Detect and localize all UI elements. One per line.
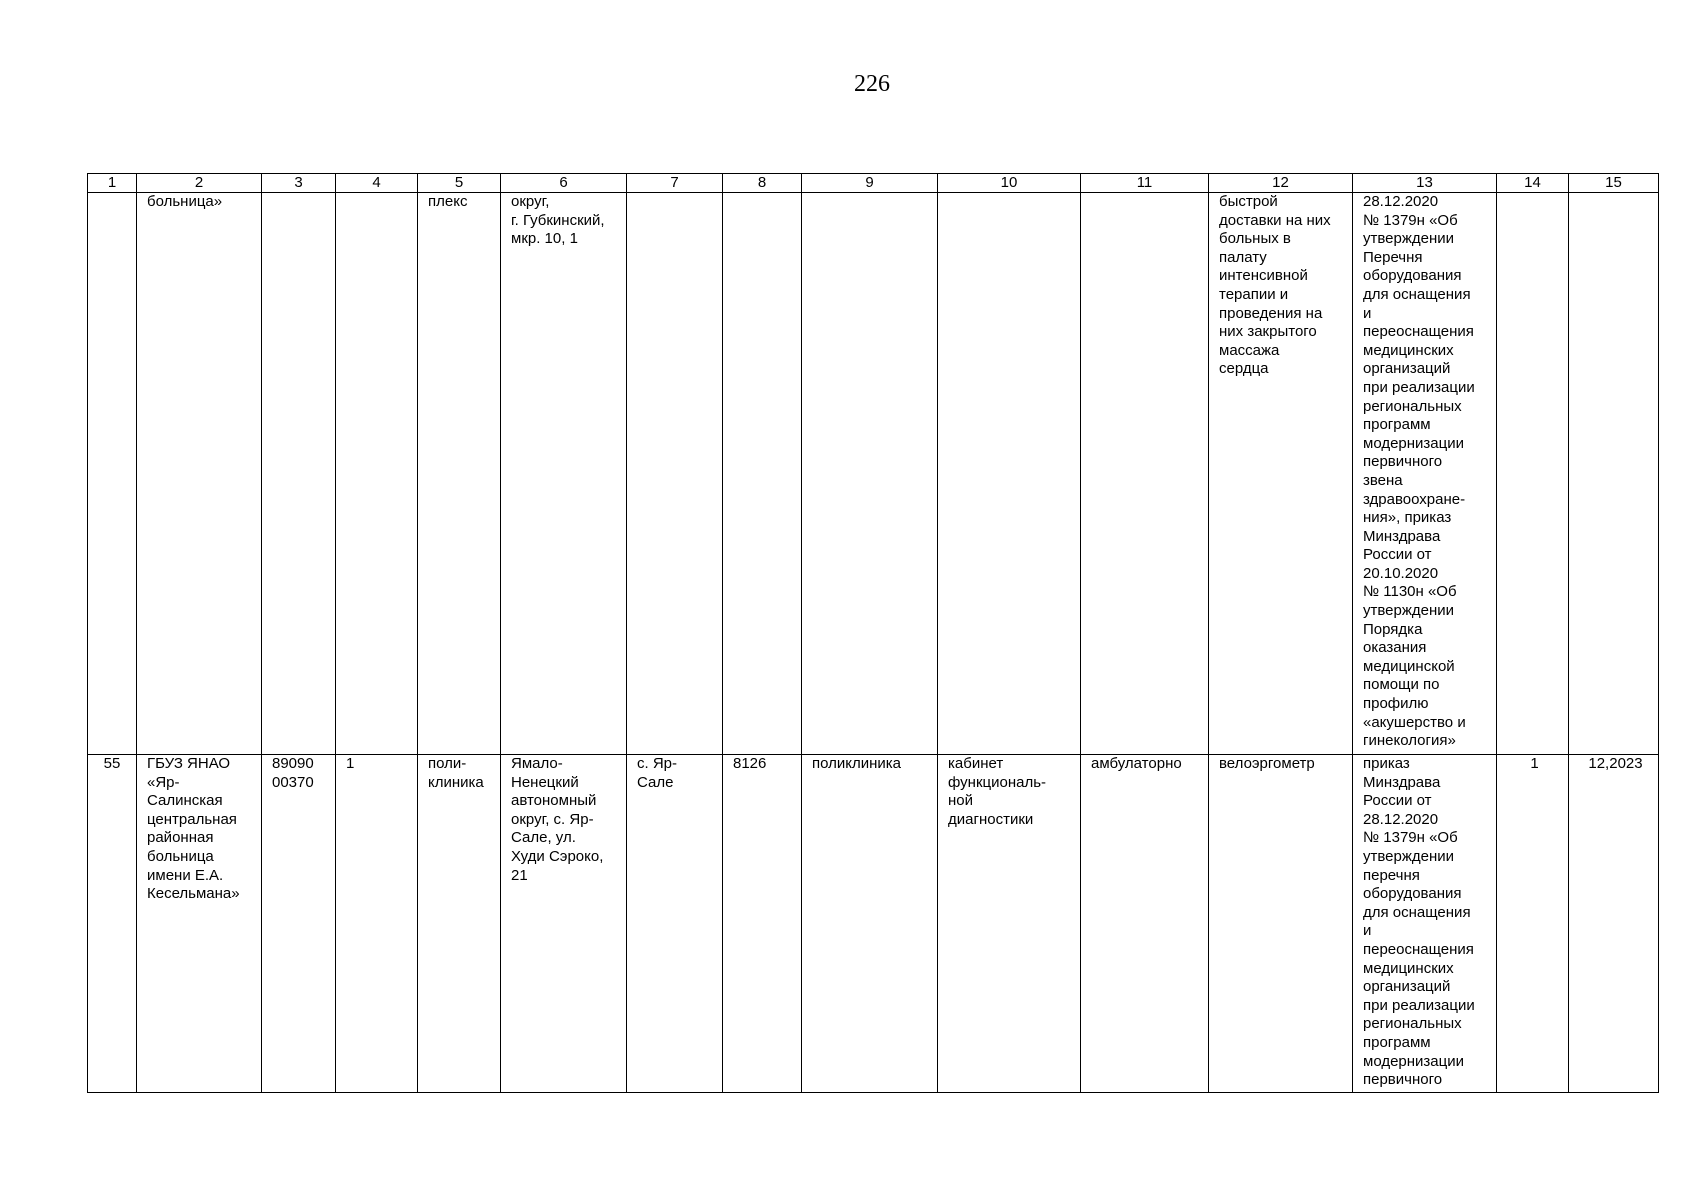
cell-regulation: приказ Минздрава России от 28.12.2020 № 1379н «Об утверждении перечня оборудования для оснащения и переоснащения медицинских организаций при реализации региональных программ модернизации первичного [1353, 755, 1497, 1093]
cell-regulation: 28.12.2020 № 1379н «Об утверждении Перечня оборудования для оснащения и переоснащения медицинских организаций при реализации региональных программ модернизации первичного звена здравоохране- ния», приказ Минздрава России от 20.10.2020 № 1130н «Об утверждении Порядка оказания медицинской помощи по профилю «акушерство и гинекология» [1353, 193, 1497, 755]
cell-department [938, 193, 1081, 755]
cell-quantity: 1 [1497, 755, 1569, 1093]
cell-date: 12,2023 [1569, 755, 1659, 1093]
cell-care-mode: амбулаторно [1081, 755, 1209, 1093]
cell-col8 [723, 193, 802, 755]
cell-col8: 8126 [723, 755, 802, 1093]
column-header: 4 [336, 174, 418, 193]
column-header: 3 [262, 174, 336, 193]
column-header: 6 [501, 174, 627, 193]
cell-facility-type: поли- клиника [418, 755, 501, 1093]
cell-organization: больница» [137, 193, 262, 755]
column-header: 11 [1081, 174, 1209, 193]
cell-organization: ГБУЗ ЯНАО «Яр- Салинская центральная районная больница имени Е.А. Кесельмана» [137, 755, 262, 1093]
column-header: 2 [137, 174, 262, 193]
column-header: 10 [938, 174, 1081, 193]
cell-col4: 1 [336, 755, 418, 1093]
cell-equipment: велоэргометр [1209, 755, 1353, 1093]
cell-code [262, 193, 336, 755]
cell-department: кабинет функциональ- ной диагностики [938, 755, 1081, 1093]
column-header: 12 [1209, 174, 1353, 193]
cell-row-number [88, 193, 137, 755]
cell-row-number: 55 [88, 755, 137, 1093]
column-header: 14 [1497, 174, 1569, 193]
equipment-table [87, 173, 1659, 1093]
cell-address: округ, г. Губкинский, мкр. 10, 1 [501, 193, 627, 755]
page-number: 226 [854, 71, 890, 97]
cell-settlement: с. Яр- Сале [627, 755, 723, 1093]
column-header: 9 [802, 174, 938, 193]
column-header: 13 [1353, 174, 1497, 193]
cell-code: 89090 00370 [262, 755, 336, 1093]
cell-date [1569, 193, 1659, 755]
cell-settlement [627, 193, 723, 755]
column-header: 7 [627, 174, 723, 193]
cell-quantity [1497, 193, 1569, 755]
column-header: 1 [88, 174, 137, 193]
cell-facility-type: плекс [418, 193, 501, 755]
table-row [88, 193, 1659, 755]
column-header: 5 [418, 174, 501, 193]
column-header: 15 [1569, 174, 1659, 193]
cell-unit [802, 193, 938, 755]
cell-address: Ямало- Ненецкий автономный округ, с. Яр- Сале, ул. Худи Сэроко, 21 [501, 755, 627, 1093]
table-row [88, 755, 1659, 1093]
cell-care-mode [1081, 193, 1209, 755]
header-row [88, 174, 1659, 193]
cell-unit: поликлиника [802, 755, 938, 1093]
cell-col4 [336, 193, 418, 755]
column-header: 8 [723, 174, 802, 193]
cell-equipment: быстрой доставки на них больных в палату интенсивной терапии и проведения на них закрытого массажа сердца [1209, 193, 1353, 755]
